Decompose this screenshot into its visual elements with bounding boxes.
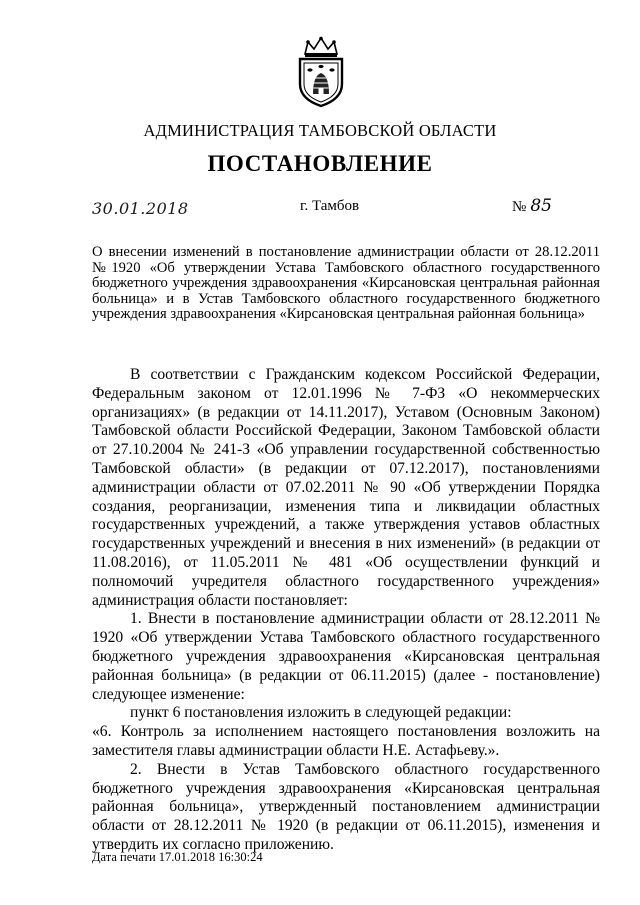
clause-1-paragraph: 1. Внести в постановление администрации области от 28.12.2011 № 1920 «Об утверждении Устава Тамбовского областного государственного бюджетного учреждения здравоохранения «Кирсановская центральная районная больница» (в редакции от 06.11.2015) (далее - постановление) следующее изменение: xyxy=(92,610,600,703)
preamble-paragraph: В соответствии с Гражданским кодексом Российской Федерации, Федеральным законом от 12.01.1996 № 7-ФЗ «О некоммерческих организациях» (в редакции от 14.11.2017), Уставом (Основным Законом) Тамбовской области Российской Федерации, Законом Тамбовской области от 27.10.2004 № 241-З «Об управлении государственной собственностью Тамбовской области» (в редакции от 07.12.2017), постановлениями администрации области от 07.02.2011 № 90 «Об утверждении Порядка создания, реорганизации, изменения типа и ликвидации областных государственных учреждений, а также утверждения уставов областных государственных учреждений и внесения в них изменений» (в редакции от 11.08.2016), от 11.05.2011 № 481 «Об осуществлении функций и полномочий учредителя областного государственного учреждения» администрация области постановляет: xyxy=(92,366,600,609)
clause-2-paragraph: 2. Внести в Устав Тамбовского областного государственного бюджетного учреждения здравоохранения «Кирсановская центральная районная больница», утвержденный постановлением администрации области от 28.12.2011 № 1920 (в редакции от 06.11.2015), изменения и утвердить их согласно приложению. xyxy=(92,760,600,853)
document-body xyxy=(92,366,600,855)
document-date: 30.01.2018 xyxy=(92,199,189,218)
organization-name: АДМИНИСТРАЦИЯ ТАМБОВСКОЙ ОБЛАСТИ xyxy=(143,121,497,140)
number-value: 85 xyxy=(530,196,552,216)
number-label: № xyxy=(512,199,527,215)
document-number xyxy=(512,196,552,216)
document-type: ПОСТАНОВЛЕНИЕ xyxy=(207,151,433,176)
clause-1-amendment-intro: пункт 6 постановления изложить в следующей редакции: xyxy=(130,704,512,722)
document-city: г. Тамбов xyxy=(300,198,360,214)
document-title: О внесении изменений в постановление администрации области от 28.12.2011 №1920 «Об утверждении Устава Тамбовского областного государственного бюджетного учреждения здравоохранения «Кирсановская центральная районная больница» и в Устав Тамбовского областного государственного бюджетного учреждения здравоохранения «Кирсановская центральная районная больница» xyxy=(92,244,600,323)
print-date: Дата печати 17.01.2018 16:30:24 xyxy=(92,850,263,864)
clause-1-amendment-text: «6. Контроль за исполнением настоящего постановления возложить на заместителя главы администрации области Н.Е. Астафьеву.». xyxy=(92,723,600,759)
tambov-region-coat-of-arms-icon xyxy=(296,36,346,108)
